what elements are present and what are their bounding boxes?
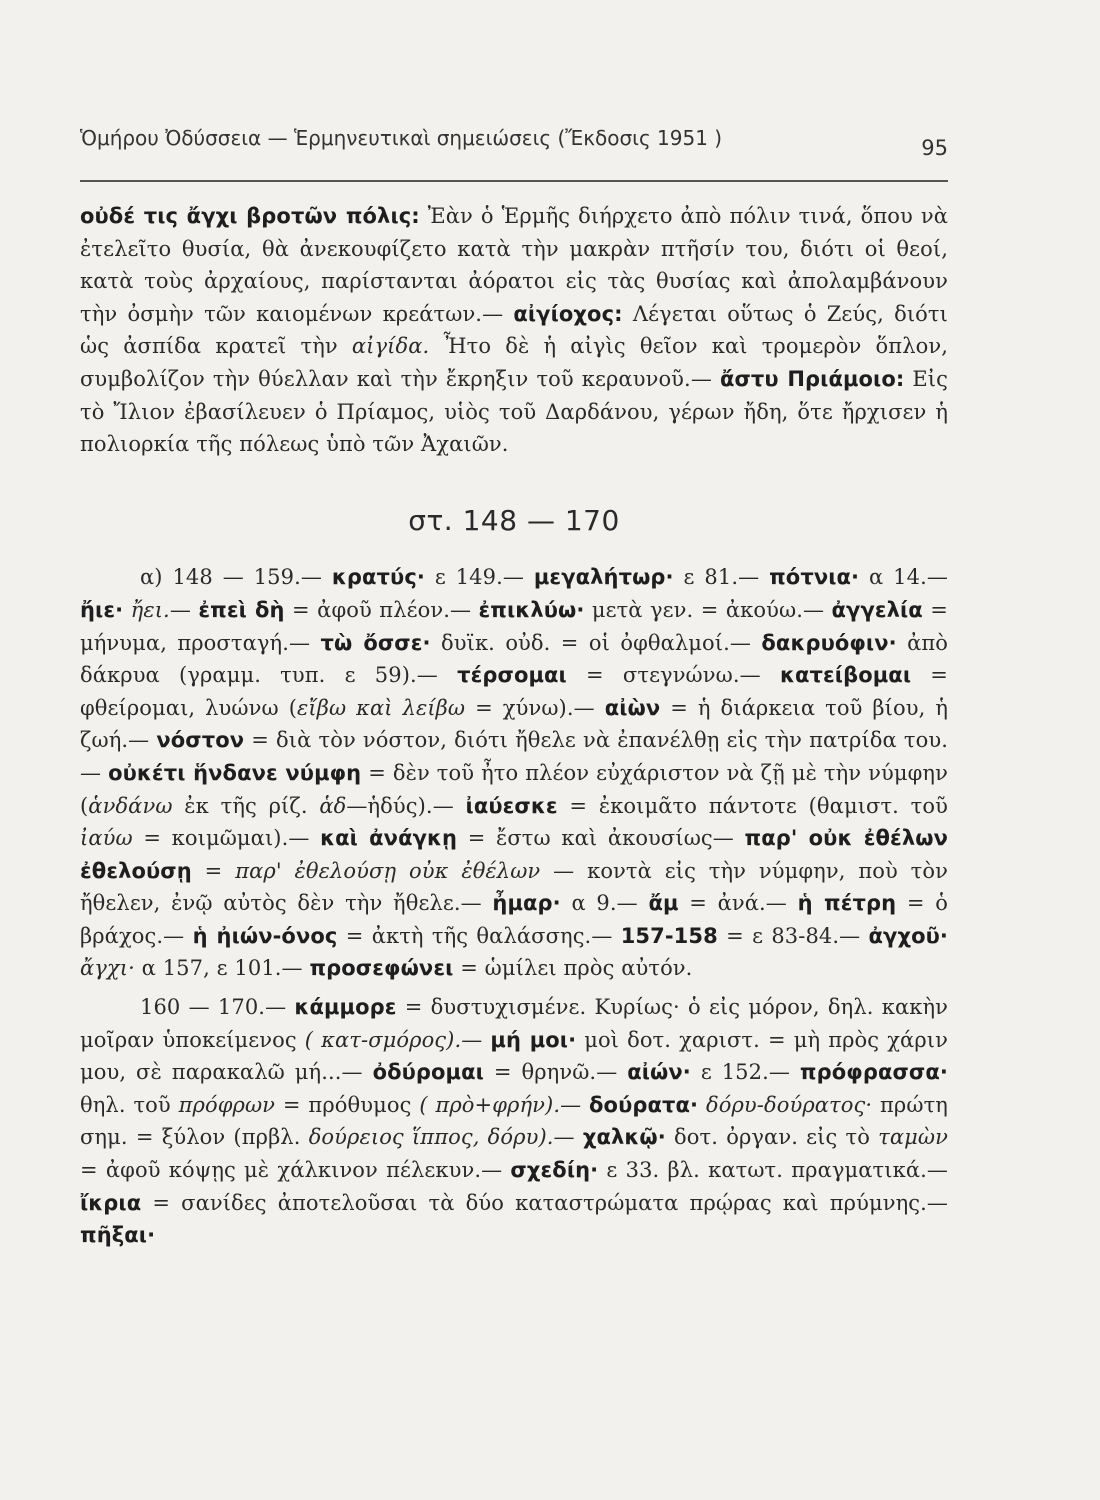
gloss: 160 — 170.— (140, 995, 295, 1020)
gloss: ε 152.— (690, 1060, 800, 1085)
lemma: ἀγχοῦ· (868, 923, 948, 948)
lemma: δακρυόφιν· (761, 630, 897, 655)
gloss: ε 81.— (673, 565, 770, 590)
gloss: ε 149.— (424, 565, 534, 590)
lemma: ἄστυ Πριάμοιο: (719, 366, 905, 391)
gloss: α) 148 — 159.— (140, 565, 332, 590)
running-head (80, 126, 948, 160)
lemma: ἐπεὶ δὴ (198, 597, 285, 622)
paragraph-intro (80, 200, 948, 461)
gloss: = κοιμῶμαι).— (132, 826, 321, 851)
italic-term: ἤει. (130, 597, 170, 622)
gloss: ε 33. βλ. κατωτ. πραγματικά.— (598, 1158, 948, 1183)
gloss: α 157, ε 101.— (134, 956, 310, 981)
italic-term: αἰγίδα. (351, 334, 430, 359)
gloss: = δὲν τοῦ ἦτο πλέον εὐχάριστον νὰ ζῇ μὲ τὴν νύμφην ( (80, 760, 948, 818)
lemma: ἐπικλύω· (478, 597, 585, 622)
gloss: = ε 83-84.— (717, 923, 869, 948)
lemma: παρ' οὐκ ἐθέλων ἐθελούσῃ (80, 826, 948, 883)
section-heading: στ. 148 — 170 (408, 503, 620, 537)
gloss (698, 1093, 706, 1117)
gloss: = ἀνά.— (678, 891, 798, 916)
lemma: χαλκῷ· (582, 1125, 666, 1150)
italic-term: δούρειος ἵππος, δόρυ). (308, 1125, 554, 1150)
italic-term: εἴβω καὶ λείβω (297, 695, 466, 720)
italic-term: ( πρὸ+φρήν). (419, 1092, 561, 1117)
lemma: ὀδύρομαι (372, 1060, 484, 1085)
italic-term: ( κατ-σμόρος). (304, 1027, 462, 1052)
gloss: = χύνω).— (465, 695, 605, 720)
lemma: πῆξαι· (80, 1223, 156, 1248)
gloss: = ὁ βράχος.— (80, 891, 948, 948)
gloss: = θρηνῶ.— (483, 1060, 628, 1085)
gloss: δυϊκ. οὐδ. = οἱ ὀφθαλμοί.— (430, 630, 762, 655)
lemma: ἦμαρ· (492, 891, 561, 916)
lemma: οὐδέ τις ἄγχι βροτῶν πόλις: (80, 204, 420, 228)
gloss: ἐκ τῆς ρίζ. (172, 793, 320, 818)
commentary-body (80, 200, 948, 1252)
italic-term: ἄγχι· (80, 956, 135, 981)
gloss: Ἐὰν ὁ Ἑρμῆς διήρχετο ἀπὸ πόλιν τινά, ὅπου νὰ ἐτελεῖτο θυσία, θὰ ἀνεκουφίζετο κατὰ τὴν μακρὰν πτῆσίν του, διότι οἱ θεοί, κατὰ τοὺς ἀρχαίους, παρίστανται ἀόρατοι εἰς τὰς θυσίας καὶ ἀπολαμβάνουν τὴν ὀσμὴν τῶν καιομένων κρεάτων.— (80, 204, 948, 326)
gloss: — (553, 1125, 583, 1150)
gloss: α 9.— (560, 891, 649, 916)
gloss: —ἡδύς).— (346, 793, 466, 818)
gloss: μοὶ δοτ. χαριστ. = μὴ πρὸς χάριν μου, σὲ παρακαλῶ μή...— (80, 1027, 948, 1085)
italic-term: ἁδ (319, 793, 347, 818)
gloss: = ἀφοῦ πλέον.— (284, 597, 479, 622)
lemma: αἰών· (627, 1060, 691, 1085)
gloss: θηλ. τοῦ (80, 1092, 179, 1117)
lemma: κάμμορε (294, 995, 397, 1020)
lemma: πότνια· (769, 565, 860, 590)
lemma: αἰὼν (604, 695, 661, 720)
gloss: Ἦτο δὲ ἡ αἰγὶς θεῖον καὶ τρομερὸν ὅπλον, συμβολίζον τὴν θύελλαν καὶ τὴν ἔκρηξιν τοῦ κεραυνοῦ.— (80, 334, 948, 391)
gloss: μετὰ γεν. = ἀκούω.— (584, 597, 832, 622)
gloss: = ἔστω καὶ ἀκουσίως— (457, 826, 745, 851)
lemma: ἴκρια (80, 1190, 142, 1215)
header-rule (80, 180, 948, 182)
gloss: — (461, 1027, 491, 1052)
gloss: = δυστυχισμένε. Κυρίως· ὁ εἰς μόρον, δηλ. κακὴν μοῖραν ὑποκείμενος (80, 995, 949, 1052)
lemma: κατείβομαι (779, 663, 912, 688)
gloss: = ἐκοιμᾶτο πάντοτε (θαμιστ. τοῦ (557, 793, 949, 818)
lemma: δούρατα· (589, 1092, 699, 1117)
gloss: — κοντὰ εἰς τὴν νύμφην, ποὺ τὸν ἤθελεν, ἐνῷ αὐτὸς δὲν τὴν ἤθελε.— (80, 858, 949, 916)
gloss: = ἀκτὴ τῆς θαλάσσης.— (337, 923, 621, 948)
lemma: μή μοι· (490, 1027, 577, 1052)
gloss: δοτ. ὀργαν. εἰς τὸ (665, 1125, 879, 1150)
italic-term: ταμὼν (878, 1125, 948, 1150)
lemma: νόστον (156, 728, 245, 753)
lemma: προσεφώνει (309, 956, 454, 981)
gloss: πρώτη σημ. = ξύλον (πρβλ. (80, 1092, 948, 1150)
lemma: σχεδίη· (510, 1158, 599, 1183)
italic-term: παρ' ἐθελούσῃ οὐκ ἐθέλων (235, 858, 541, 883)
gloss: = ὡμίλει πρὸς αὐτόν. (453, 956, 693, 981)
gloss: — (560, 1092, 590, 1117)
gloss: — (169, 597, 199, 622)
lemma: ἡ ἠιών-όνος (192, 923, 338, 948)
gloss (123, 598, 130, 622)
italic-term: δόρυ-δούρατος· (705, 1092, 873, 1117)
lemma: οὐκέτι ἥνδανε νύμφη (108, 760, 362, 785)
lemma: 157-158 (620, 923, 718, 948)
lemma: ἤιε· (80, 597, 124, 622)
lemma: αἰγίοχος: (513, 301, 623, 326)
gloss: α 14.— (859, 565, 948, 590)
gloss: = φθείρομαι, λυώνω ( (80, 663, 948, 720)
italic-term: ἰαύω (80, 826, 133, 851)
gloss: Λέγεται οὕτως ὁ Ζεύς, διότι ὡς ἀσπίδα κρατεῖ τὴν (80, 301, 948, 359)
lemma: τὼ ὄσσε· (320, 630, 431, 655)
lemma: ἰαύεσκε (465, 793, 558, 818)
gloss: ἀπὸ δάκρυα (γραμμ. τυπ. ε 59).— (80, 630, 949, 688)
gloss: = (191, 858, 236, 883)
lemma: μεγαλήτωρ· (533, 565, 674, 590)
italic-term: ἁνδάνω (88, 793, 173, 818)
running-title: Ὁμήρου Ὀδύσσεια — Ἑρμηνευτικαὶ σημειώσεις (Ἔκδοσις 1951 ) (80, 126, 723, 150)
gloss: = σανίδες ἀποτελοῦσαι τὰ δύο καταστρώματα πρῴρας καὶ πρύμνης.— (141, 1190, 948, 1215)
page-number: 95 (921, 136, 948, 160)
paragraph-148-159 (80, 561, 948, 985)
gloss: Εἰς τὸ Ἴλιον ἐβασίλευεν ὁ Πρίαμος, υἱὸς τοῦ Δαρδάνου, γέρων ἤδη, ὅτε ἤρχισεν ἡ πολιορκία τῆς πόλεως ὑπὸ τῶν Ἀχαιῶν. (80, 366, 948, 457)
paragraph-160-170 (80, 991, 948, 1252)
gloss: = διὰ τὸν νόστον, διότι ἤθελε νὰ ἐπανέλθῃ εἰς τὴν πατρίδα του.— (80, 728, 948, 785)
gloss: = ἀφοῦ κόψῃς μὲ χάλκινον πέλεκυν.— (80, 1158, 511, 1183)
lemma: καὶ ἀνάγκῃ (320, 826, 458, 851)
gloss: = στεγνώνω.— (566, 663, 780, 688)
lemma: ἀγγελία (831, 597, 923, 622)
lemma: τέρσομαι (457, 663, 567, 688)
lemma: πρόφρασσα· (799, 1060, 948, 1085)
lemma: ἄμ (648, 891, 679, 916)
gloss: = μήνυμα, προσταγή.— (80, 597, 948, 655)
lemma: κρατύς· (331, 565, 425, 590)
gloss: = πρόθυμος (275, 1092, 420, 1117)
gloss: = ἡ διάρκεια τοῦ βίου, ἡ ζωή.— (80, 695, 948, 753)
lemma: ἡ πέτρη (797, 891, 897, 916)
italic-term: πρόφρων (178, 1092, 276, 1117)
